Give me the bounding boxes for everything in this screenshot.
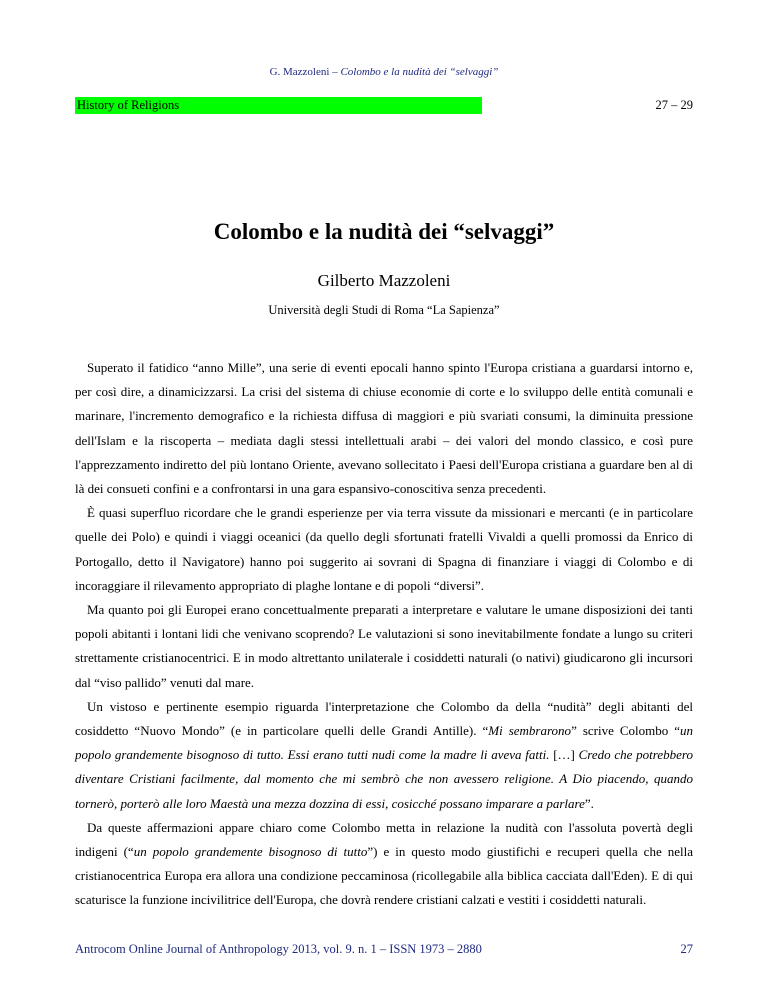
paragraph-5	[75, 816, 693, 913]
p4-quote-c: Credo che potrebbero diventare Cristiani facilmente, dal momento che mi sembrò che non avessero religione. A Dio piacendo, quando tornerò, porterò alle loro Maestà una mezza dozzina di essi, cosicché possano imparare a parlare	[75, 747, 693, 811]
paragraph-1: Superato il fatidico “anno Mille”, una serie di eventi epocali hanno spinto l'Europa cristiana a guardarsi intorno e, per così dire, a dinamicizzarsi. La crisi del sistema di chiuse economie di corte e lo sviluppo delle entità comunali e marinare, l'incremento demografico e la richiesta diffusa di maggiori e più svariati consumi, la diminuita pressione dell'Islam e la riscoperta – mediata dagli stessi intellettuali arabi – dei valori del mondo classico, e così pure l'apprezzamento indiretto del più lontano Oriente, avevano sollecitato i Paesi dell'Europa cristiana a guardare ben al di là dei consueti confini e a confrontarsi in una gara espansivo-conoscitiva senza precedenti.	[75, 360, 693, 497]
p4-text-c: ”.	[584, 795, 594, 811]
section-label: History of Religions	[77, 98, 180, 112]
p4-quote-b: un popolo grandemente bisognoso di tutto. Essi erano tutti nudi come la madre li aveva fatti.	[75, 723, 693, 763]
footer-page-number: 27	[680, 942, 693, 956]
paragraph-3: Ma quanto poi gli Europei erano concettualmente preparati a interpretare e valutare le umane disposizioni dei tanti popoli abitanti i lontani lidi che venivano scoprendo? Le valutazioni si sono inevitabilmente fondate a lungo su criteri strettamente cristianocentrici. E in modo altrettanto unilaterale i cosiddetti naturali (o nativi) giudicarono gli incursori dal “viso pallido” venuti dal mare.	[75, 602, 693, 690]
running-header	[0, 66, 768, 78]
footer-journal: Antrocom Online Journal of Anthropology 2013, vol. 9. n. 1 – ISSN 1973 – 2880	[75, 942, 482, 956]
p5-text-b: ”) e in questo modo giustifichi e recuperi quella che nella cristianocentrica Europa era allora una condizione peccaminosa (ricollegabile alla biblica cacciata dall'Eden). E di qui scaturisce la funzione incivilitrice dell'Europa, che dovrà rendere cristiani calzati e vestiti i cosiddetti naturali.	[75, 844, 693, 908]
p4-text-b: ” scrive Colombo “	[571, 723, 680, 739]
p4-text-a: Un vistoso e pertinente esempio riguarda l'interpretazione che Colombo da della “nudità” degli abitanti del cosiddetto “Nuovo Mondo” (e in particolare quelli delle Grandi Antille). “	[75, 698, 693, 739]
p4-ellipsis: […]	[549, 747, 579, 763]
p5-text-a: Da queste affermazioni appare chiaro come Colombo metta in relazione la nudità con l'assoluta povertà degli indigeni (“	[75, 819, 693, 860]
author-affiliation: Università degli Studi di Roma “La Sapienza”	[268, 303, 500, 317]
article-title: Colombo e la nudità dei “selvaggi”	[213, 219, 555, 244]
p5-quote: un popolo grandemente bisognoso di tutto	[133, 844, 368, 860]
header-author: G. Mazzoleni –	[269, 66, 341, 78]
article-body	[75, 356, 693, 913]
article-author: Gilberto Mazzoleni	[317, 271, 451, 290]
header-title: Colombo e la nudità dei “selvaggi”	[340, 66, 499, 78]
page-range: 27 – 29	[655, 98, 693, 112]
paragraph-2: È quasi superfluo ricordare che le grandi esperienze per via terra vissute da missionari e mercanti (e in particolare quelle dei Polo) e quindi i viaggi oceanici (da quello degli sfortunati fratelli Vivaldi a quelli promossi da Enrico di Portogallo, detto il Navigatore) hanno poi suggerito ai sovrani di Spagna di finanziare i viaggi di Colombo e di incoraggiare il rilevamento appropriato di plaghe lontane e di popoli “diversi”.	[75, 505, 693, 593]
paragraph-4	[75, 695, 693, 816]
p4-quote-a: Mi sembrarono	[488, 723, 572, 739]
